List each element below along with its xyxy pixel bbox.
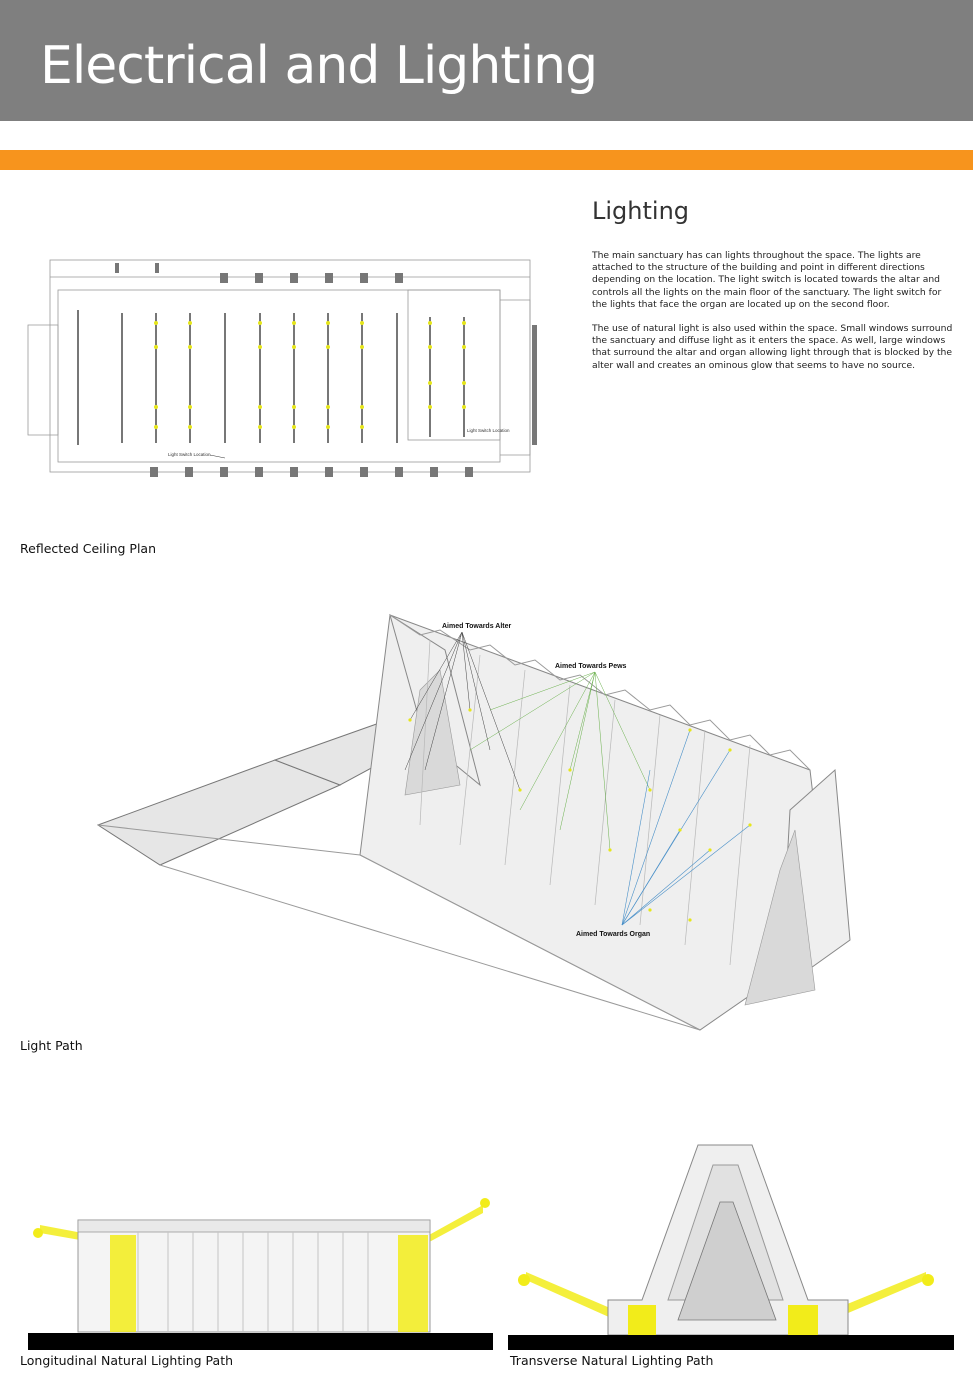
reflected-ceiling-plan	[20, 255, 550, 485]
longitudinal-section	[28, 1195, 498, 1355]
lighting-paragraph-1: The main sanctuary has can lights throughout the space. The lights are attached to the structure of the building and point in different directions depending on the location. The light switch is located towards the altar and controls all the lights on the main floor of the sanctuary. The light switch for the lights that face the organ are located up on the second floor.	[592, 250, 942, 310]
lighting-heading: Lighting	[592, 197, 690, 225]
label-aimed-altar: Aimed Towards Alter	[442, 623, 512, 630]
switch-label-left: Light Switch Location	[168, 452, 211, 457]
ceiling-plan-caption: Reflected Ceiling Plan	[20, 541, 157, 556]
transverse-caption: Transverse Natural Lighting Path	[510, 1353, 714, 1368]
page-title: Electrical and Lighting	[40, 36, 598, 96]
switch-label-right: Light Switch Location	[467, 428, 510, 433]
accent-bar	[0, 150, 973, 170]
light-path-axonometric	[90, 610, 880, 1035]
label-aimed-pews: Aimed Towards Pews	[555, 663, 627, 670]
header-band	[0, 0, 973, 121]
label-aimed-organ: Aimed Towards Organ	[576, 931, 651, 938]
lighting-paragraph-2: The use of natural light is also used within the space. Small windows surround the sanctuary and diffuse light as it enters the space. As well, large windows that surround the altar and organ allowing light through that is blocked by the alter wall and creates an ominous glow that seems to have no source.	[592, 323, 953, 371]
light-path-caption: Light Path	[20, 1038, 83, 1053]
transverse-section	[508, 1140, 954, 1352]
longitudinal-caption: Longitudinal Natural Lighting Path	[20, 1353, 234, 1368]
